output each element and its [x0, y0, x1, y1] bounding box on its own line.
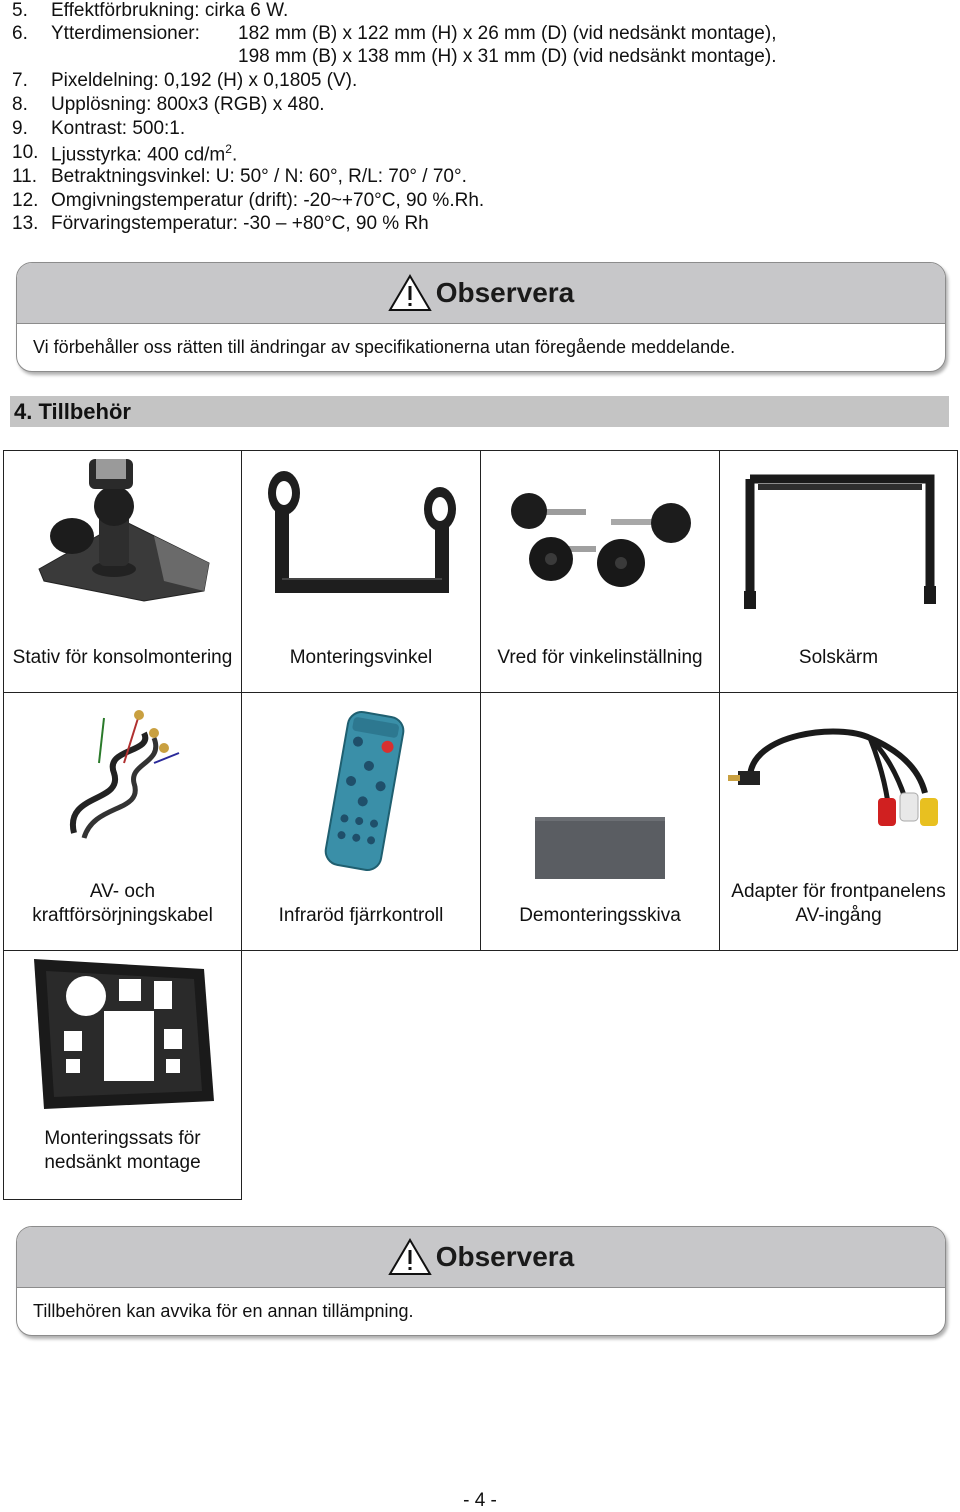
- notice-header: [17, 263, 945, 324]
- section-header: [10, 396, 949, 427]
- section-title: 4. Tillbehör: [14, 399, 131, 424]
- accessory-cell: [480, 450, 720, 693]
- spec-number: 5.: [12, 0, 28, 21]
- spec-text: Omgivningstemperatur (drift): -20~+70°C, 90 %.Rh.: [51, 190, 485, 211]
- notice-title: Observera: [435, 1241, 575, 1272]
- accessory-cell: [480, 692, 720, 951]
- plate-image: [481, 693, 719, 883]
- spec-number: 6.: [12, 23, 28, 44]
- accessory-label: Infraröd fjärrkontroll: [278, 905, 444, 926]
- accessory-label: Stativ för konsolmontering: [12, 647, 233, 668]
- knobs-image: [481, 451, 719, 611]
- bracket-image: [242, 451, 480, 621]
- spec-number: 8.: [12, 94, 28, 115]
- spec-text: [51, 142, 237, 166]
- accessory-label: AV- och kraftförsörjningskabel: [32, 881, 213, 926]
- accessory-label: Monteringsvinkel: [289, 647, 433, 668]
- notice-text: Vi förbehåller oss rätten till ändringar av specifikationerna utan föregående meddelande.: [33, 337, 736, 357]
- accessory-label: Vred för vinkelinställning: [497, 647, 703, 668]
- accessory-cell: [719, 692, 958, 951]
- spec-text-main: Ljusstyrka: 400 cd/m: [51, 144, 226, 166]
- spec-text: Pixeldelning: 0,192 (H) x 0,1805 (V).: [51, 70, 358, 91]
- notice-box: [16, 262, 946, 372]
- accessory-cell: [241, 450, 481, 693]
- notice-box: [16, 1226, 946, 1336]
- spec-superscript: 2: [225, 142, 232, 156]
- accessory-cell: [3, 450, 242, 693]
- spec-value: 182 mm (B) x 122 mm (H) x 26 mm (D) (vid nedsänkt montage),: [238, 23, 777, 44]
- spec-number: 11.: [12, 166, 38, 187]
- spec-number: 10.: [12, 142, 39, 163]
- spec-value: 198 mm (B) x 138 mm (H) x 31 mm (D) (vid nedsänkt montage).: [238, 46, 777, 67]
- sunshade-image: [720, 451, 957, 621]
- warning-icon: [388, 1237, 432, 1277]
- page-number: - 4 -: [463, 1490, 497, 1511]
- accessory-cell: [241, 692, 481, 951]
- accessory-label: Monteringssats för nedsänkt montage: [44, 1128, 201, 1173]
- spec-number: 7.: [12, 70, 28, 91]
- spec-text: Förvaringstemperatur: -30 – +80°C, 90 % Rh: [51, 213, 429, 234]
- spec-number: 9.: [12, 118, 28, 139]
- spec-text: Betraktningsvinkel: U: 50° / N: 60°, R/L: 70° / 70°.: [51, 166, 467, 187]
- warning-icon: [388, 273, 432, 313]
- spec-text: Ytterdimensioner:: [51, 23, 200, 44]
- stand-image: [4, 451, 241, 611]
- accessory-cell: [3, 692, 242, 951]
- spec-text: Effektförbrukning: cirka 6 W.: [51, 0, 289, 21]
- notice-text: Tillbehören kan avvika för en annan tillämpning.: [33, 1301, 414, 1321]
- spec-number: 12.: [12, 190, 39, 211]
- notice-header: [17, 1227, 945, 1288]
- accessory-label: Demonteringsskiva: [519, 905, 681, 926]
- spec-text: Upplösning: 800x3 (RGB) x 480.: [51, 94, 325, 115]
- spec-text: Kontrast: 500:1.: [51, 118, 186, 139]
- remote-image: [242, 693, 480, 883]
- accessory-label: Solskärm: [798, 647, 879, 668]
- accessory-label: Adapter för frontpanelens AV-ingång: [731, 881, 946, 926]
- notice-title: Observera: [435, 277, 575, 308]
- adapter-image: [720, 693, 957, 843]
- spec-text-after: .: [231, 144, 238, 166]
- cable-image: [4, 693, 241, 863]
- accessory-cell: [719, 450, 958, 693]
- accessory-cell: [3, 950, 242, 1200]
- flush-kit-image: [4, 951, 241, 1111]
- spec-number: 13.: [12, 213, 39, 234]
